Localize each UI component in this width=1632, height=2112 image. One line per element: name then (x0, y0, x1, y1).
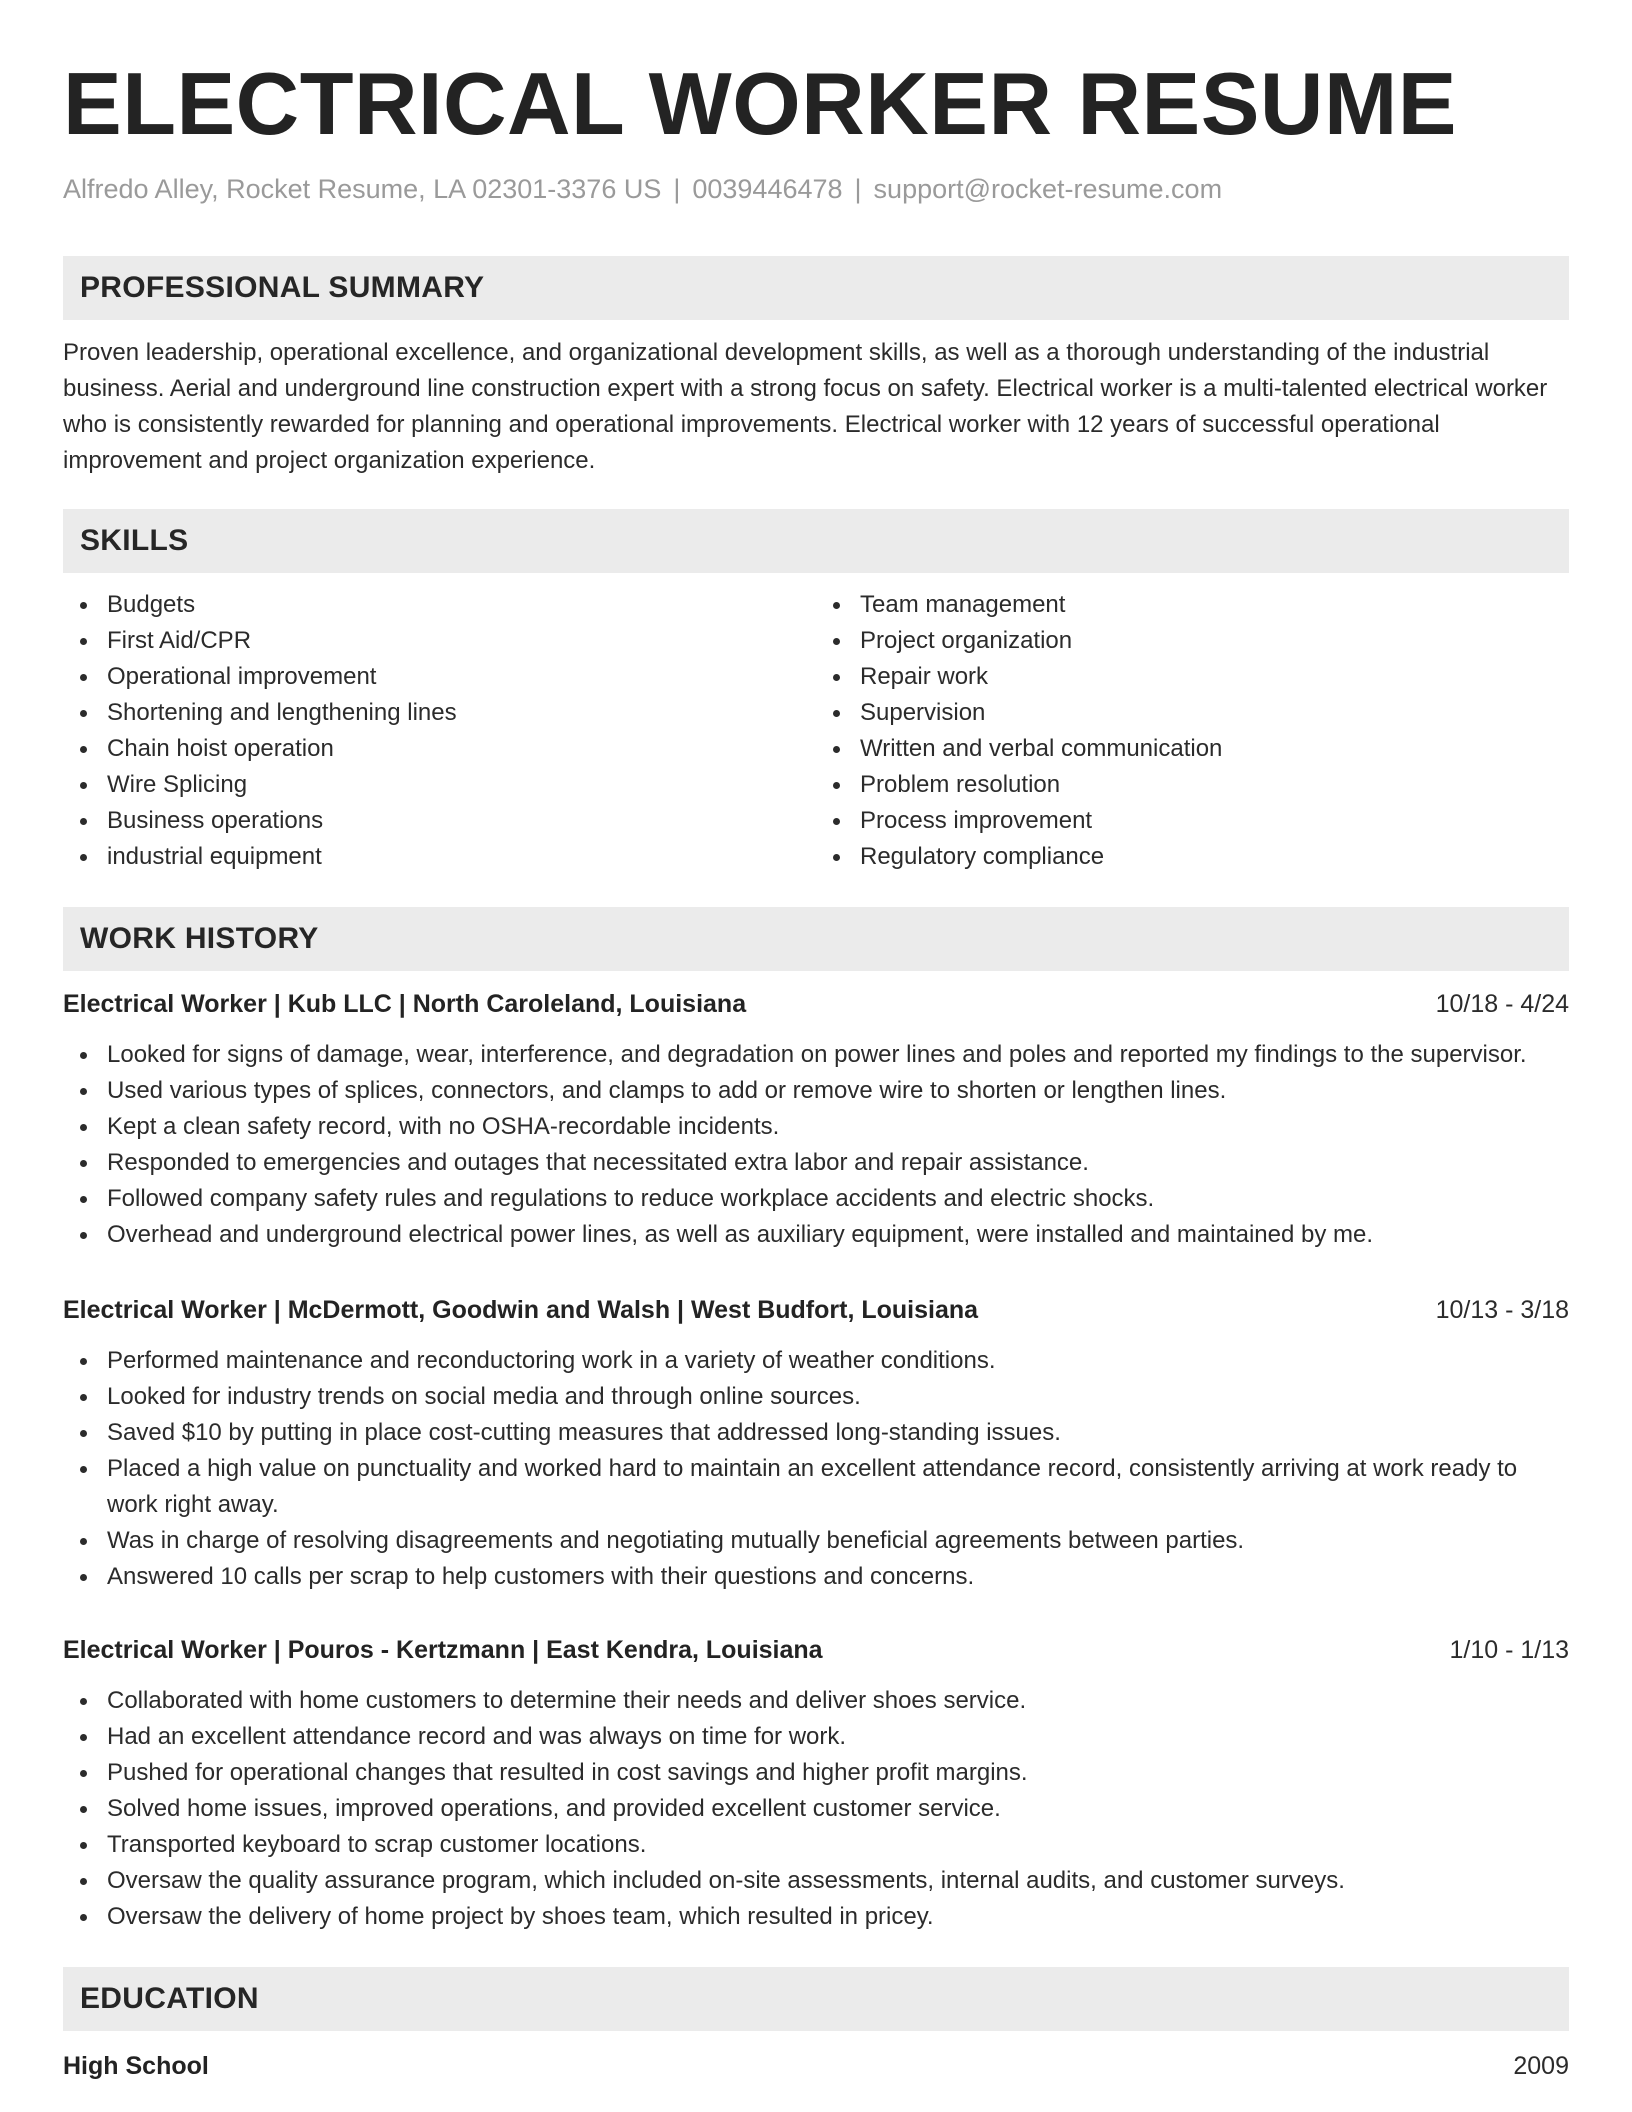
list-item: Solved home issues, improved operations, and provided excellent customer service. (107, 1791, 1569, 1827)
list-item: Was in charge of resolving disagreements and negotiating mutually beneficial agreements between parties. (107, 1523, 1569, 1559)
list-item: Oversaw the quality assurance program, which included on-site assessments, internal audits, and customer surveys. (107, 1863, 1569, 1899)
list-item: Operational improvement (107, 659, 816, 695)
list-item: Overhead and underground electrical power lines, as well as auxiliary equipment, were installed and maintained by me. (107, 1217, 1569, 1253)
job-dates: 1/10 - 1/13 (1449, 1636, 1569, 1664)
list-item: Business operations (107, 803, 816, 839)
list-item: Wire Splicing (107, 767, 816, 803)
skills-column-right (816, 587, 1569, 875)
list-item: Pushed for operational changes that resulted in cost savings and higher profit margins. (107, 1755, 1569, 1791)
list-item: Regulatory compliance (860, 839, 1569, 875)
list-item: Placed a high value on punctuality and worked hard to maintain an excellent attendance record, consistently arriving at work ready to work right away. (107, 1451, 1569, 1523)
resume-title: ELECTRICAL WORKER RESUME (63, 54, 1457, 153)
contact-line (63, 172, 1569, 206)
list-item: Kept a clean safety record, with no OSHA-recordable incidents. (107, 1109, 1569, 1145)
job-bullets (63, 1343, 1569, 1595)
summary-text: Proven leadership, operational excellence, and organizational development skills, as well as a thorough understanding of the industrial business. Aerial and underground line construction expert with a strong focus on safety. Electrical worker is a multi-talented electrical worker who is consistently rewarded for planning and operational improvements. Electrical worker with 12 years of successful operational improvement and project organization experience. (63, 339, 1548, 474)
list-item: Had an excellent attendance record and was always on time for work. (107, 1719, 1569, 1755)
list-item: Problem resolution (860, 767, 1569, 803)
list-item: Collaborated with home customers to determine their needs and deliver shoes service. (107, 1683, 1569, 1719)
contact-email: support@rocket-resume.com (873, 174, 1223, 204)
list-item: Team management (860, 587, 1569, 623)
contact-separator: | (673, 174, 681, 204)
list-item: Looked for industry trends on social media and through online sources. (107, 1379, 1569, 1415)
job-title: Electrical Worker | McDermott, Goodwin and Walsh | West Budfort, Louisiana (63, 1296, 979, 1324)
list-item: industrial equipment (107, 839, 816, 875)
job-bullets (63, 1683, 1569, 1935)
list-item: Followed company safety rules and regulations to reduce workplace accidents and electric shocks. (107, 1181, 1569, 1217)
list-item: Process improvement (860, 803, 1569, 839)
list-item: Supervision (860, 695, 1569, 731)
section-heading-skills: SKILLS (63, 509, 1569, 573)
job-header (63, 1293, 1569, 1327)
list-item: Oversaw the delivery of home project by shoes team, which resulted in pricey. (107, 1899, 1569, 1935)
job-title: Electrical Worker | Kub LLC | North Caroleland, Louisiana (63, 990, 747, 1018)
section-heading-education: EDUCATION (63, 1967, 1569, 2031)
contact-phone: 0039446478 (692, 174, 843, 204)
list-item: Performed maintenance and reconductoring work in a variety of weather conditions. (107, 1343, 1569, 1379)
list-item: Answered 10 calls per scrap to help customers with their questions and concerns. (107, 1559, 1569, 1595)
job-bullets (63, 1037, 1569, 1253)
list-item: Project organization (860, 623, 1569, 659)
list-item: Looked for signs of damage, wear, interference, and degradation on power lines and poles and reported my findings to the supervisor. (107, 1037, 1569, 1073)
list-item: Used various types of splices, connectors, and clamps to add or remove wire to shorten or lengthen lines. (107, 1073, 1569, 1109)
job-dates: 10/18 - 4/24 (1435, 990, 1569, 1018)
list-item: First Aid/CPR (107, 623, 816, 659)
list-item: Saved $10 by putting in place cost-cutting measures that addressed long-standing issues. (107, 1415, 1569, 1451)
list-item: Budgets (107, 587, 816, 623)
contact-separator: | (854, 174, 862, 204)
skills-list (63, 587, 1569, 875)
job-dates: 10/13 - 3/18 (1435, 1296, 1569, 1324)
list-item: Written and verbal communication (860, 731, 1569, 767)
job-entry (63, 1293, 1569, 1595)
list-item: Responded to emergencies and outages that necessitated extra labor and repair assistance. (107, 1145, 1569, 1181)
education-title: High School (63, 2052, 209, 2080)
education-entry (63, 2049, 1569, 2083)
job-header (63, 1633, 1569, 1667)
education-year: 2009 (1513, 2052, 1569, 2080)
list-item: Repair work (860, 659, 1569, 695)
section-heading-work-history: WORK HISTORY (63, 907, 1569, 971)
list-item: Shortening and lengthening lines (107, 695, 816, 731)
list-item: Transported keyboard to scrap customer locations. (107, 1827, 1569, 1863)
job-entry (63, 1633, 1569, 1935)
job-entry (63, 987, 1569, 1253)
list-item: Chain hoist operation (107, 731, 816, 767)
education-list (63, 2049, 1569, 2083)
job-header (63, 987, 1569, 1021)
job-title: Electrical Worker | Pouros - Kertzmann | East Kendra, Louisiana (63, 1636, 823, 1664)
contact-address: Alfredo Alley, Rocket Resume, LA 02301-3376 US (63, 174, 662, 204)
section-heading-summary: PROFESSIONAL SUMMARY (63, 256, 1569, 320)
skills-column-left (63, 587, 816, 875)
work-history-list (63, 987, 1569, 1935)
